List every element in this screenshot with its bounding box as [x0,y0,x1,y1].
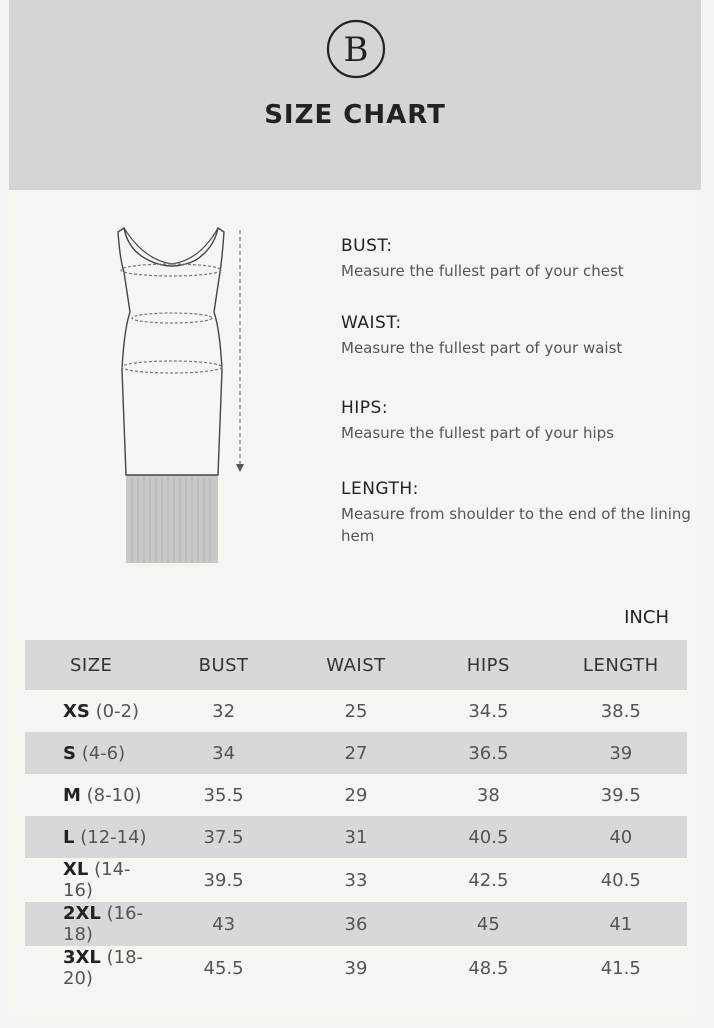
size-code: 3XL [63,947,101,968]
logo-letter: B [343,30,369,70]
measure-hips [341,398,691,444]
length-cell: 41.5 [600,957,641,979]
hips-cell: 36.5 [422,732,554,774]
waist-cell: 33 [344,869,368,891]
size-range: (4-6) [81,742,126,764]
table-row [25,774,687,816]
size-cell [25,902,157,946]
size-range: (18-20) [63,947,144,989]
length-cell: 39 [555,732,687,774]
measure-hips-desc: Measure the fullest part of your hips [341,424,614,442]
hips-cell: 38 [476,784,500,806]
hips-cell: 40.5 [422,816,554,858]
size-code: L [63,826,75,848]
size-cell [25,816,157,858]
size-table [25,640,687,990]
table-row [25,858,687,902]
page-title: SIZE CHART [264,100,446,130]
size-code: 2XL [63,903,101,924]
measure-bust-label: BUST: [341,236,393,256]
size-range: (0-2) [95,700,140,722]
bust-cell: 39.5 [203,869,244,891]
column-header: HIPS [422,640,554,690]
size-chart-card [9,0,701,1020]
column-header: LENGTH [555,640,687,690]
table-row [25,902,687,946]
size-code: XS [63,700,90,722]
size-cell [25,858,157,902]
waist-cell: 39 [344,957,368,979]
table-header-row [25,640,687,690]
hips-cell: 48.5 [468,957,509,979]
waist-cell: 27 [290,732,422,774]
length-cell: 40 [555,816,687,858]
length-cell: 39.5 [600,784,641,806]
hips-cell: 42.5 [468,869,509,891]
measure-waist [341,313,691,359]
size-cell [25,774,157,816]
waist-cell: 29 [344,784,368,806]
measure-length-label: LENGTH: [341,479,419,499]
bust-cell: 32 [212,700,236,722]
column-header: BUST [157,640,289,690]
length-cell: 40.5 [600,869,641,891]
measure-bust-desc: Measure the fullest part of your chest [341,262,624,280]
measure-hips-label: HIPS: [341,398,389,418]
size-range: (16-18) [63,903,144,945]
waist-cell: 36 [290,902,422,946]
column-header: SIZE [25,640,157,690]
waist-cell: 31 [290,816,422,858]
waist-cell: 25 [344,700,368,722]
size-code: XL [63,859,89,880]
size-code: S [63,742,76,764]
bust-cell: 35.5 [203,784,244,806]
table-row [25,732,687,774]
measure-length [341,479,691,547]
bust-cell: 45.5 [203,957,244,979]
table-row [25,816,687,858]
hips-cell: 45 [422,902,554,946]
size-code: M [63,784,81,806]
measure-length-desc: Measure from shoulder to the end of the lining hem [341,505,691,545]
size-cell [25,946,157,990]
bust-cell: 34 [157,732,289,774]
column-header: WAIST [290,640,422,690]
bust-cell: 37.5 [157,816,289,858]
hips-cell: 34.5 [468,700,509,722]
dress-diagram-icon [104,220,254,580]
unit-label: INCH [624,607,669,628]
size-range: (12-14) [80,826,147,848]
header-banner [9,0,701,190]
length-cell: 41 [555,902,687,946]
brand-logo-icon [325,18,387,80]
measure-waist-label: WAIST: [341,313,402,333]
length-cell: 38.5 [600,700,641,722]
size-cell [25,732,157,774]
measure-waist-desc: Measure the fullest part of your waist [341,339,623,357]
bust-cell: 43 [157,902,289,946]
table-row [25,690,687,732]
table-row [25,946,687,990]
size-range: (8-10) [86,784,142,806]
size-range: (14-16) [63,859,131,901]
size-cell [25,690,157,732]
measure-bust [341,236,691,282]
